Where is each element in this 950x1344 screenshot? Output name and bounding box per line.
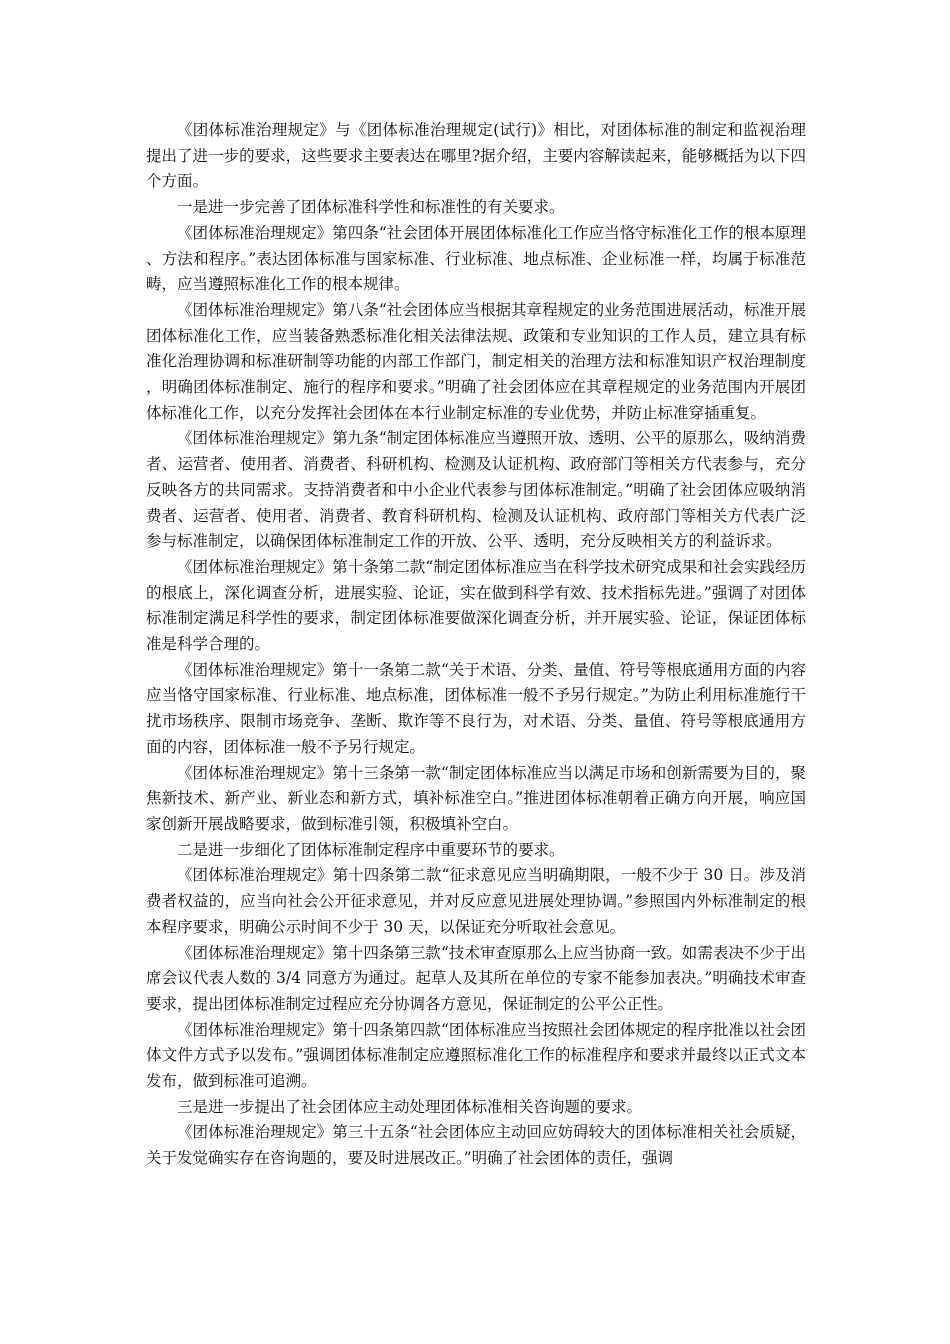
paragraph-article-13: 《团体标准治理规定》第十三条第一款“制定团体标准应当以满足市场和创新需要为目的，聚焦新技术、新产业、新业态和新方式，填补标准空白。”推进团体标准朝着正确方向开展，响应国家创新开展战略要求，做到标准引领，积极填补空白。 <box>146 763 806 833</box>
heading-point-three: 三是进一步提出了社会团体应主动处理团体标准相关咨询题的要求。 <box>177 1097 643 1116</box>
paragraph-article-9: 《团体标准治理规定》第九条“制定团体标准应当遵照开放、透明、公平的原那么，吸纳消费者、运营者、使用者、消费者、科研机构、检测及认证机构、政府部门等相关方代表参与，充分反映各方的共同需求。支持消费者和中小企业代表参与团体标准制定。”明确了社会团体应吸纳消费者、运营者、使用者、消费者、教育科研机构、检测及认证机构、政府部门等相关方代表广泛参与标准制定，以确保团体标准制定工作的开放、公平、透明，充分反映相关方的利益诉求。 <box>146 429 806 551</box>
paragraph-article-35: 《团体标准治理规定》第三十五条“社会团体应主动回应妨碍较大的团体标准相关社会质疑，关于发觉确实存在咨询题的，要及时进展改正。”明确了社会团体的责任，强调 <box>146 1123 806 1168</box>
paragraph-article-14-4: 《团体标准治理规定》第十四条第四款“团体标准应当按照社会团体规定的程序批准以社会团体文件方式予以发布。”强调团体标准制定应遵照标准化工作的标准程序和要求并最终以正式文本发布，做到标准可追溯。 <box>146 1020 806 1091</box>
paragraph-article-14-2: 《团体标准治理规定》第十四条第二款“征求意见应当明确期限，一般不少于 30 日。涉及消费者权益的，应当向社会公开征求意见，并对反应意见进展处理协调。”参照国内外标准制定的根本程序要求，明确公示时间不少于 30 天，以保证充分听取社会意见。 <box>146 866 806 936</box>
heading-point-two: 二是进一步细化了团体标准制定程序中重要环节的要求。 <box>177 840 565 859</box>
paragraph-article-11: 《团体标准治理规定》第十一条第二款“关于术语、分类、量值、符号等根底通用方面的内容应当恪守国家标准、行业标准、地点标准，团体标准一般不予另行规定。”为防止利用标准施行干扰市场秩序、限制市场竞争、垄断、欺诈等不良行为，对术语、分类、量值、符号等根底通用方面的内容，团体标准一般不予另行规定。 <box>146 660 806 756</box>
paragraph-article-14-3: 《团体标准治理规定》第十四条第三款“技术审查原那么上应当协商一致。如需表决不少于出席会议代表人数的 3/4 同意方为通过。起草人及其所在单位的专家不能参加表决。”明确技术审查要求，提出团体标准制定过程应充分协调各方意见，保证制定的公平公正性。 <box>146 943 806 1013</box>
paragraph-intro: 《团体标准治理规定》与《团体标准治理规定(试行)》相比，对团体标准的制定和监视治理提出了进一步的要求，这些要求主要表达在哪里?据介绍，主要内容解读起来，能够概括为以下四个方面。 <box>146 121 806 191</box>
paragraph-article-8: 《团体标准治理规定》第八条“社会团体应当根据其章程规定的业务范围进展活动，标准开展团体标准化工作，应当装备熟悉标准化相关法律法规、政策和专业知识的工作人员，建立具有标准化治理协调和标准研制等功能的内部工作部门，制定相关的治理方法和标准知识产权治理制度，明确团体标准制定、施行的程序和要求。”明确了社会团体应在其章程规定的业务范围内开展团体标准化工作，以充分发挥社会团体在本行业制定标准的专业优势，并防止标准穿插重复。 <box>146 300 806 422</box>
heading-point-one: 一是进一步完善了团体标准科学性和标准性的有关要求。 <box>177 198 565 217</box>
paragraph-article-4: 《团体标准治理规定》第四条“社会团体开展团体标准化工作应当恪守标准化工作的根本原理、方法和程序。”表达团体标准与国家标准、行业标准、地点标准、企业标准一样，均属于标准范畴，应当遵照标准化工作的根本规律。 <box>146 223 806 294</box>
document-body <box>146 118 806 1172</box>
paragraph-article-10: 《团体标准治理规定》第十条第二款“制定团体标准应当在科学技术研究成果和社会实践经历的根底上，深化调查分析，进展实验、论证，实在做到科学有效、技术指标先进。”强调了对团体标准制定满足科学性的要求，制定团体标准要做深化调查分析，并开展实验、论证，保证团体标准是科学合理的。 <box>146 557 806 654</box>
